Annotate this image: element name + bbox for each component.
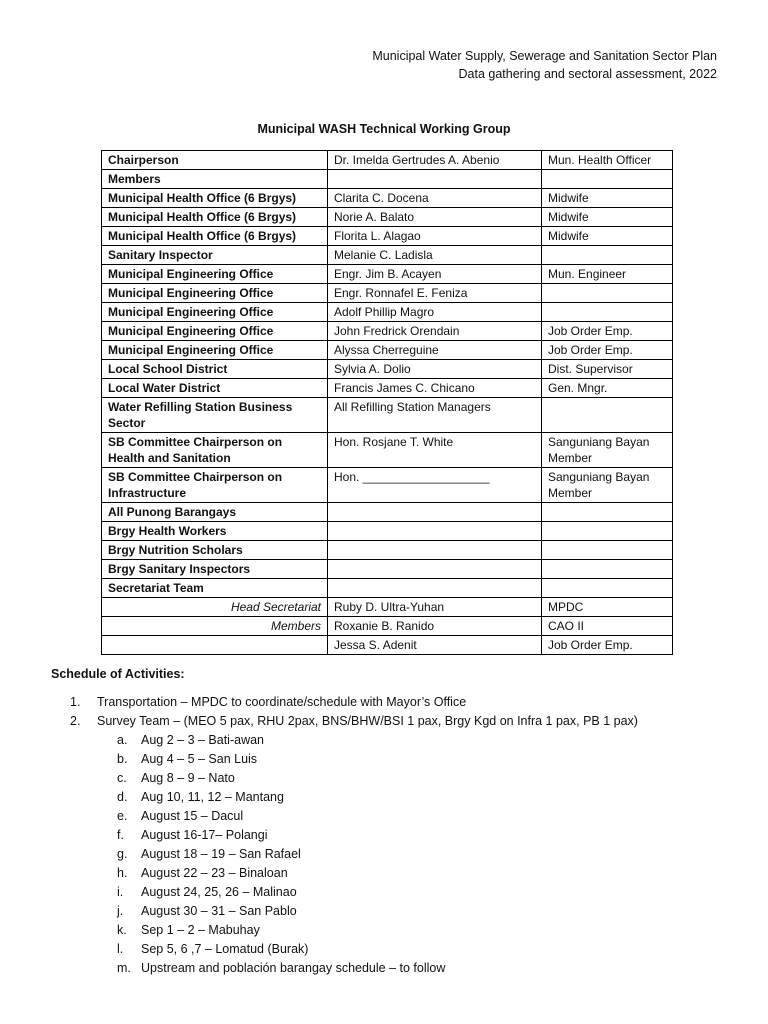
- schedule-subitem: [117, 807, 638, 826]
- subitem-text: August 18 – 19 – San Rafael: [141, 847, 301, 861]
- twg-table: [101, 150, 673, 655]
- subitem-letter: a.: [117, 733, 128, 747]
- subitem-letter: d.: [117, 790, 128, 804]
- subitem-text: August 15 – Dacul: [141, 809, 244, 823]
- position-cell: [542, 170, 673, 189]
- table-row: [102, 322, 673, 341]
- table-row: [102, 398, 673, 433]
- position-cell: [542, 541, 673, 560]
- schedule-subitem: [117, 940, 638, 959]
- position-cell: Job Order Emp.: [542, 341, 673, 360]
- office-cell: Members: [102, 170, 328, 189]
- table-row: [102, 170, 673, 189]
- subitem-text: Aug 10, 11, 12 – Mantang: [141, 790, 284, 804]
- name-cell: Hon. ___________________: [328, 468, 542, 503]
- table-row: [102, 433, 673, 468]
- subitem-text: Aug 2 – 3 – Bati-awan: [141, 733, 264, 747]
- subitem-letter: j.: [117, 904, 124, 918]
- subitem-letter: h.: [117, 866, 128, 880]
- name-cell: All Refilling Station Managers: [328, 398, 542, 433]
- activity-item: [70, 693, 638, 712]
- position-cell: Midwife: [542, 208, 673, 227]
- position-cell: Mun. Engineer: [542, 265, 673, 284]
- name-cell: [328, 560, 542, 579]
- name-cell: Melanie C. Ladisla: [328, 246, 542, 265]
- office-cell: Municipal Health Office (6 Brgys): [102, 227, 328, 246]
- office-cell: Municipal Engineering Office: [102, 284, 328, 303]
- position-cell: [542, 246, 673, 265]
- schedule-subitem: [117, 959, 638, 978]
- name-cell: Dr. Imelda Gertrudes A. Abenio: [328, 151, 542, 170]
- name-cell: Francis James C. Chicano: [328, 379, 542, 398]
- position-cell: Midwife: [542, 189, 673, 208]
- table-row: [102, 303, 673, 322]
- office-cell: Secretariat Team: [102, 579, 328, 598]
- office-cell: SB Committee Chairperson on Health and Sanitation: [102, 433, 328, 468]
- position-cell: Dist. Supervisor: [542, 360, 673, 379]
- subitem-letter: c.: [117, 771, 127, 785]
- table-row: [102, 617, 673, 636]
- name-cell: Alyssa Cherreguine: [328, 341, 542, 360]
- activity-item: [70, 712, 638, 731]
- subitem-text: Aug 8 – 9 – Nato: [141, 771, 235, 785]
- name-cell: [328, 503, 542, 522]
- table-row: [102, 579, 673, 598]
- position-cell: [542, 398, 673, 433]
- subitem-text: Upstream and población barangay schedule – to follow: [141, 961, 446, 975]
- table-row: [102, 265, 673, 284]
- position-cell: CAO II: [542, 617, 673, 636]
- name-cell: Clarita C. Docena: [328, 189, 542, 208]
- subitem-letter: b.: [117, 752, 128, 766]
- position-cell: [542, 560, 673, 579]
- schedule-subitem: [117, 921, 638, 940]
- activity-text: Transportation – MPDC to coordinate/schedule with Mayor’s Office: [97, 695, 467, 709]
- office-cell: Municipal Engineering Office: [102, 322, 328, 341]
- subitem-letter: k.: [117, 923, 127, 937]
- name-cell: Adolf Phillip Magro: [328, 303, 542, 322]
- name-cell: Engr. Jim B. Acayen: [328, 265, 542, 284]
- schedule-subitem: [117, 902, 638, 921]
- name-cell: Jessa S. Adenit: [328, 636, 542, 655]
- schedule-subitem: [117, 731, 638, 750]
- activity-number: 2.: [70, 714, 81, 728]
- position-cell: [542, 579, 673, 598]
- name-cell: [328, 541, 542, 560]
- office-cell: Chairperson: [102, 151, 328, 170]
- subitem-letter: i.: [117, 885, 124, 899]
- office-cell: All Punong Barangays: [102, 503, 328, 522]
- office-cell: Water Refilling Station Business Sector: [102, 398, 328, 433]
- name-cell: Sylvia A. Dolio: [328, 360, 542, 379]
- table-row: [102, 503, 673, 522]
- name-cell: [328, 522, 542, 541]
- office-cell: Brgy Sanitary Inspectors: [102, 560, 328, 579]
- subitem-letter: g.: [117, 847, 128, 861]
- subitem-text: August 16-17– Polangi: [141, 828, 268, 842]
- activity-number: 1.: [70, 695, 81, 709]
- schedule-subitem: [117, 845, 638, 864]
- position-cell: [542, 503, 673, 522]
- activities-list: [70, 693, 638, 978]
- subitem-text: Aug 4 – 5 – San Luis: [141, 752, 258, 766]
- schedule-subitem: [117, 826, 638, 845]
- name-cell: Engr. Ronnafel E. Feniza: [328, 284, 542, 303]
- position-cell: [542, 303, 673, 322]
- activity-text: Survey Team – (MEO 5 pax, RHU 2pax, BNS/BHW/BSI 1 pax, Brgy Kgd on Infra 1 pax, PB 1 pax): [97, 714, 638, 728]
- office-cell: Sanitary Inspector: [102, 246, 328, 265]
- office-cell: SB Committee Chairperson on Infrastructure: [102, 468, 328, 503]
- schedule-title: Schedule of Activities:: [51, 667, 185, 681]
- name-cell: Roxanie B. Ranido: [328, 617, 542, 636]
- table-row: [102, 284, 673, 303]
- name-cell: [328, 170, 542, 189]
- table-row: [102, 522, 673, 541]
- name-cell: Norie A. Balato: [328, 208, 542, 227]
- subitem-text: Sep 5, 6 ,7 – Lomatud (Burak): [141, 942, 309, 956]
- schedule-subitem: [117, 883, 638, 902]
- position-cell: Sanguniang Bayan Member: [542, 468, 673, 503]
- office-cell: Head Secretariat: [102, 598, 328, 617]
- name-cell: Ruby D. Ultra-Yuhan: [328, 598, 542, 617]
- table-row: [102, 246, 673, 265]
- office-cell: Municipal Health Office (6 Brgys): [102, 189, 328, 208]
- table-row: [102, 541, 673, 560]
- office-cell: Local Water District: [102, 379, 328, 398]
- position-cell: Sanguniang Bayan Member: [542, 433, 673, 468]
- table-row: [102, 379, 673, 398]
- table-row: [102, 360, 673, 379]
- office-cell: Municipal Health Office (6 Brgys): [102, 208, 328, 227]
- table-row: [102, 189, 673, 208]
- position-cell: Job Order Emp.: [542, 636, 673, 655]
- plan-subtitle: Data gathering and sectoral assessment, 2022: [458, 67, 717, 81]
- survey-schedule-list: [117, 731, 638, 978]
- office-cell: [102, 636, 328, 655]
- position-cell: [542, 284, 673, 303]
- plan-title: Municipal Water Supply, Sewerage and Sanitation Sector Plan: [372, 49, 717, 63]
- position-cell: Midwife: [542, 227, 673, 246]
- office-cell: Brgy Health Workers: [102, 522, 328, 541]
- subitem-text: August 30 – 31 – San Pablo: [141, 904, 297, 918]
- name-cell: Florita L. Alagao: [328, 227, 542, 246]
- office-cell: Members: [102, 617, 328, 636]
- position-cell: MPDC: [542, 598, 673, 617]
- position-cell: Mun. Health Officer: [542, 151, 673, 170]
- office-cell: Municipal Engineering Office: [102, 265, 328, 284]
- name-cell: Hon. Rosjane T. White: [328, 433, 542, 468]
- schedule-subitem: [117, 788, 638, 807]
- table-row: [102, 151, 673, 170]
- table-row: [102, 560, 673, 579]
- name-cell: John Fredrick Orendain: [328, 322, 542, 341]
- document-header: [372, 47, 717, 83]
- table-row: [102, 636, 673, 655]
- subitem-letter: l.: [117, 942, 124, 956]
- table-row: [102, 468, 673, 503]
- table-row: [102, 598, 673, 617]
- subitem-letter: f.: [117, 828, 124, 842]
- office-cell: Brgy Nutrition Scholars: [102, 541, 328, 560]
- name-cell: [328, 579, 542, 598]
- subitem-letter: m.: [117, 961, 131, 975]
- schedule-subitem: [117, 864, 638, 883]
- subitem-text: August 24, 25, 26 – Malinao: [141, 885, 297, 899]
- office-cell: Municipal Engineering Office: [102, 303, 328, 322]
- table-title: Municipal WASH Technical Working Group: [257, 122, 511, 136]
- office-cell: Municipal Engineering Office: [102, 341, 328, 360]
- office-cell: Local School District: [102, 360, 328, 379]
- subitem-text: August 22 – 23 – Binaloan: [141, 866, 288, 880]
- position-cell: [542, 522, 673, 541]
- subitem-text: Sep 1 – 2 – Mabuhay: [141, 923, 260, 937]
- position-cell: Job Order Emp.: [542, 322, 673, 341]
- table-row: [102, 208, 673, 227]
- schedule-subitem: [117, 750, 638, 769]
- table-row: [102, 227, 673, 246]
- position-cell: Gen. Mngr.: [542, 379, 673, 398]
- schedule-subitem: [117, 769, 638, 788]
- table-row: [102, 341, 673, 360]
- subitem-letter: e.: [117, 809, 128, 823]
